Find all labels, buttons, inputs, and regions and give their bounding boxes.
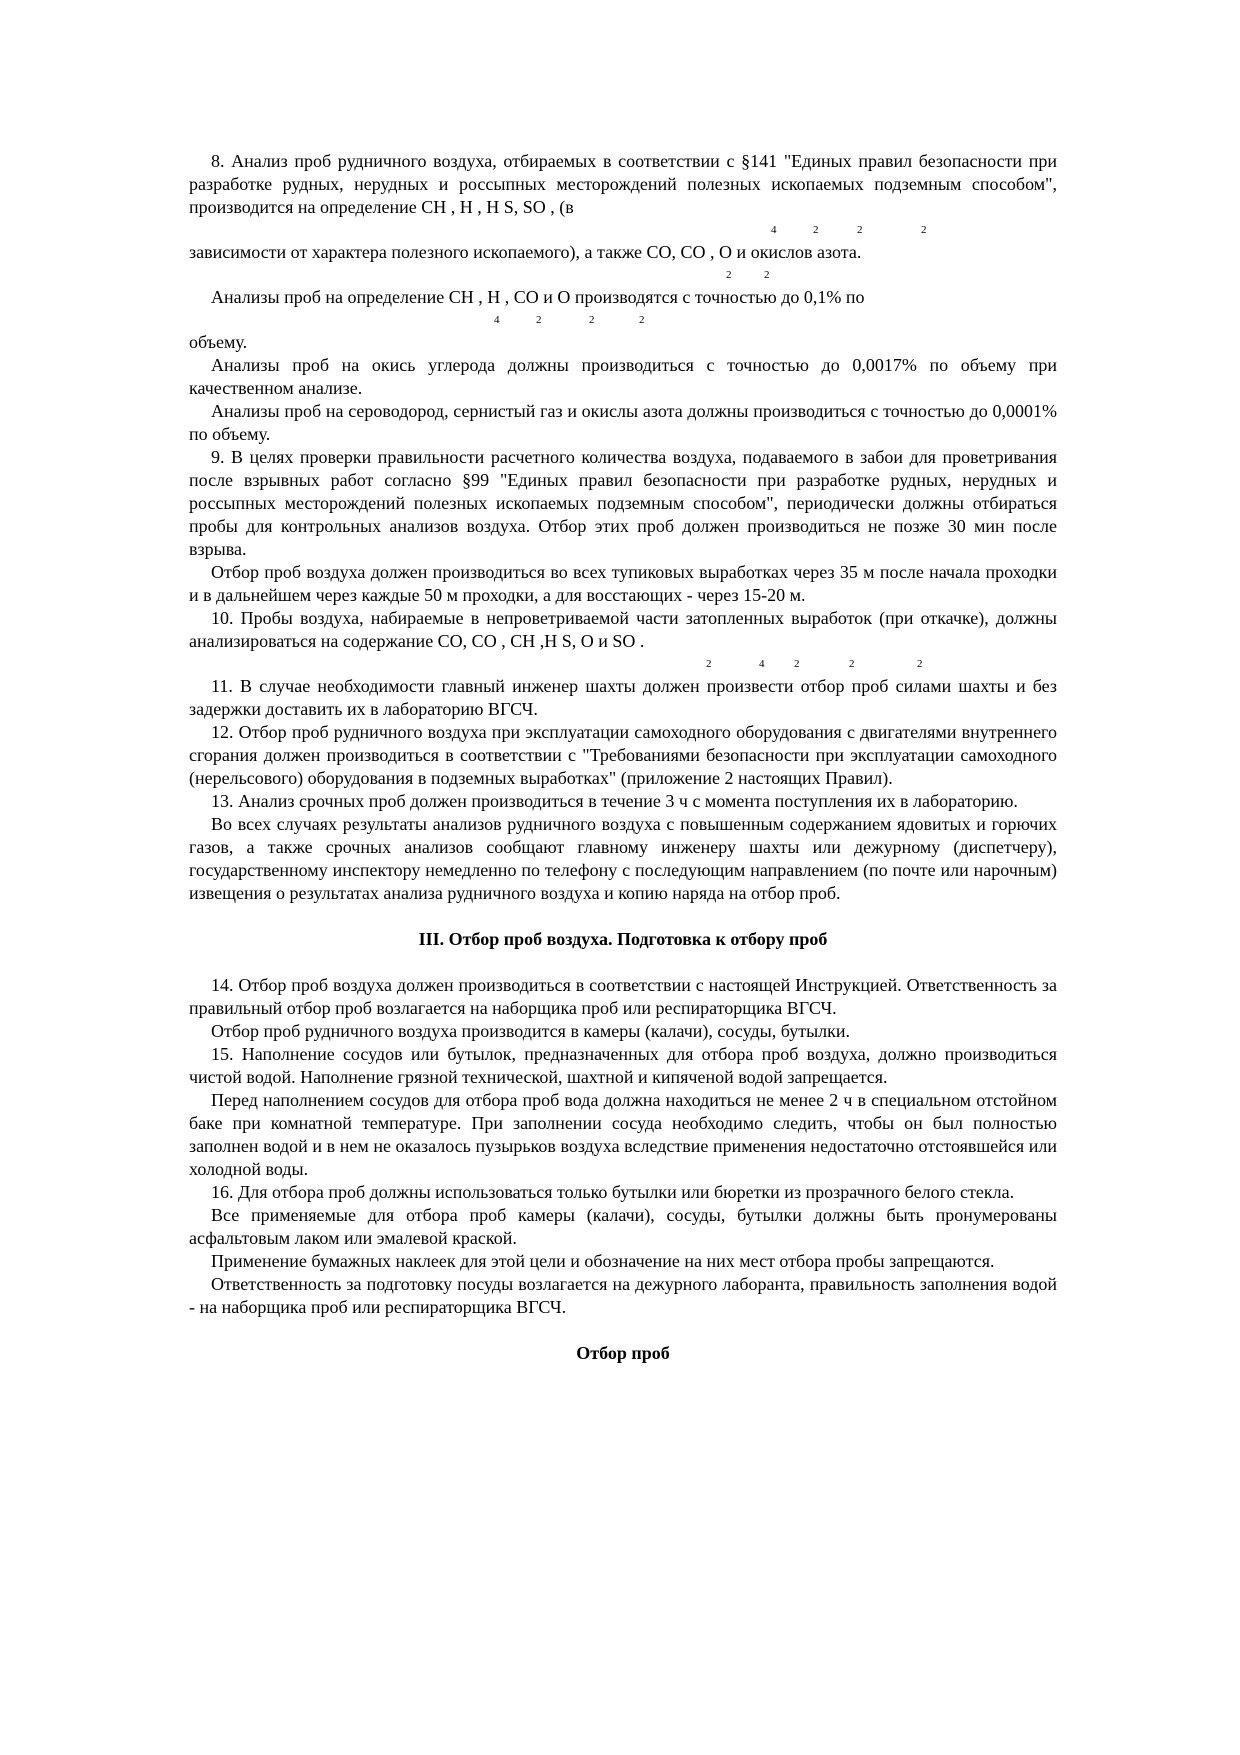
subscript-row xyxy=(189,653,1057,675)
paragraph-8c: Анализы проб на окись углерода должны производиться с точностью до 0,0017% по объему при качественном анализе. xyxy=(189,355,1057,398)
paragraph-13b: Во всех случаях результаты анализов рудничного воздуха с повышенным содержанием ядовитых и горючих газов, а также срочных анализов сообщают главному инженеру шахты или дежурному (диспетчеру), государственному инспектору немедленно по телефону с последующим направлением (по почте или нарочным) извещения о результатах анализа рудничного воздуха и копию наряда на отбор проб. xyxy=(189,814,1057,903)
subscript: 4 xyxy=(494,314,500,326)
paragraph-15b: Перед наполнением сосудов для отбора проб вода должна находиться не менее 2 ч в специальном отстойном баке при комнатной температуре. При заполнении сосуда необходимо следить, чтобы он был полностью заполнен водой и в нем не оказалось пузырьков воздуха вследствие применения недостаточно отстоявшейся или холодной воды. xyxy=(189,1090,1057,1179)
subscript-row xyxy=(189,219,1057,241)
subscript: 4 xyxy=(771,224,777,236)
paragraph-8d: Анализы проб на сероводород, сернистый газ и окислы азота должны производиться с точностью до 0,0001% по объему. xyxy=(189,401,1057,444)
paragraph-16c: Применение бумажных наклеек для этой цели и обозначение на них мест отбора пробы запрещаются. xyxy=(211,1251,995,1271)
subscript: 2 xyxy=(849,658,855,670)
subscript: 2 xyxy=(917,658,923,670)
subscript-row xyxy=(189,264,1057,286)
paragraph-16d: Ответственность за подготовку посуды возлагается на дежурного лаборанта, правильность заполнения водой - на наборщика проб или респираторщика ВГСЧ. xyxy=(189,1274,1057,1317)
subscript: 2 xyxy=(813,224,819,236)
paragraph-8b: Анализы проб на определение CH , H , CO и O производятся с точностью до 0,1% по xyxy=(211,287,865,307)
subscript: 2 xyxy=(921,224,927,236)
subscript: 2 xyxy=(706,658,712,670)
paragraph-13: 13. Анализ срочных проб должен производиться в течение 3 ч с момента поступления их в лабораторию. xyxy=(211,791,1018,811)
paragraph-9b: Отбор проб воздуха должен производиться во всех тупиковых выработках через 35 м после начала проходки и в дальнейшем через каждые 50 м проходки, а для восстающих - через 15-20 м. xyxy=(189,562,1057,605)
paragraph-12: 12. Отбор проб рудничного воздуха при эксплуатации самоходного оборудования с двигателями внутреннего сгорания должен производиться в соответствии с "Требованиями безопасности при эксплуатации самоходного (нерельсового) оборудования в подземных выработках" (приложение 2 настоящих Правил). xyxy=(189,722,1057,788)
subscript: 4 xyxy=(759,658,765,670)
document-page xyxy=(189,150,1057,1365)
paragraph-8-tail: зависимости от характера полезного ископаемого), а также CO, CO , O и окислов азота. xyxy=(189,242,862,262)
paragraph-15: 15. Наполнение сосудов или бутылок, предназначенных для отбора проб воздуха, должно производиться чистой водой. Наполнение грязной технической, шахтной и кипяченой водой запрещается. xyxy=(189,1044,1057,1087)
paragraph-14: 14. Отбор проб воздуха должен производиться в соответствии с настоящей Инструкцией. Ответственность за правильный отбор проб возлагается на наборщика проб или респираторщика ВГСЧ. xyxy=(189,975,1057,1018)
subscript: 2 xyxy=(764,269,770,281)
paragraph-8: 8. Анализ проб рудничного воздуха, отбираемых в соответствии с §141 "Единых правил безопасности при разработке рудных, нерудных и россыпных месторождений полезных ископаемых подземным способом", производится на определение CH , H , H S, SO , (в xyxy=(189,151,1057,217)
subscript: 2 xyxy=(639,314,645,326)
paragraph-10: 10. Пробы воздуха, набираемые в непроветриваемой части затопленных выработок (при откачке), должны анализироваться на содержание CO, CO , CH ,H S, O и SO . xyxy=(189,608,1057,651)
paragraph-16: 16. Для отбора проб должны использоваться только бутылки или бюретки из прозрачного белого стекла. xyxy=(211,1182,1015,1202)
paragraph-14b: Отбор проб рудничного воздуха производится в камеры (калачи), сосуды, бутылки. xyxy=(211,1021,851,1041)
subscript: 2 xyxy=(589,314,595,326)
paragraph-11: 11. В случае необходимости главный инженер шахты должен произвести отбор проб силами шахты и без задержки доставить их в лабораторию ВГСЧ. xyxy=(189,676,1057,719)
paragraph-8b-tail: объему. xyxy=(189,332,248,352)
section-heading: III. Отбор проб воздуха. Подготовка к отбору проб xyxy=(418,929,828,949)
paragraph-16b: Все применяемые для отбора проб камеры (калачи), сосуды, бутылки должны быть пронумерованы асфальтовым лаком или эмалевой краской. xyxy=(189,1205,1057,1248)
subscript: 2 xyxy=(794,658,800,670)
paragraph-9: 9. В целях проверки правильности расчетного количества воздуха, подаваемого в забои для проветривания после взрывных работ согласно §99 "Единых правил безопасности при разработке рудных, нерудных и россыпных месторождений полезных ископаемых подземным способом", периодически должны отбираться пробы для контрольных анализов воздуха. Отбор этих проб должен производиться не позже 30 мин после взрыва. xyxy=(189,447,1057,559)
subscript-row xyxy=(189,309,1057,331)
subscript: 2 xyxy=(726,269,732,281)
subsection-heading: Отбор проб xyxy=(576,1343,670,1363)
subscript: 2 xyxy=(857,224,863,236)
subscript: 2 xyxy=(536,314,542,326)
